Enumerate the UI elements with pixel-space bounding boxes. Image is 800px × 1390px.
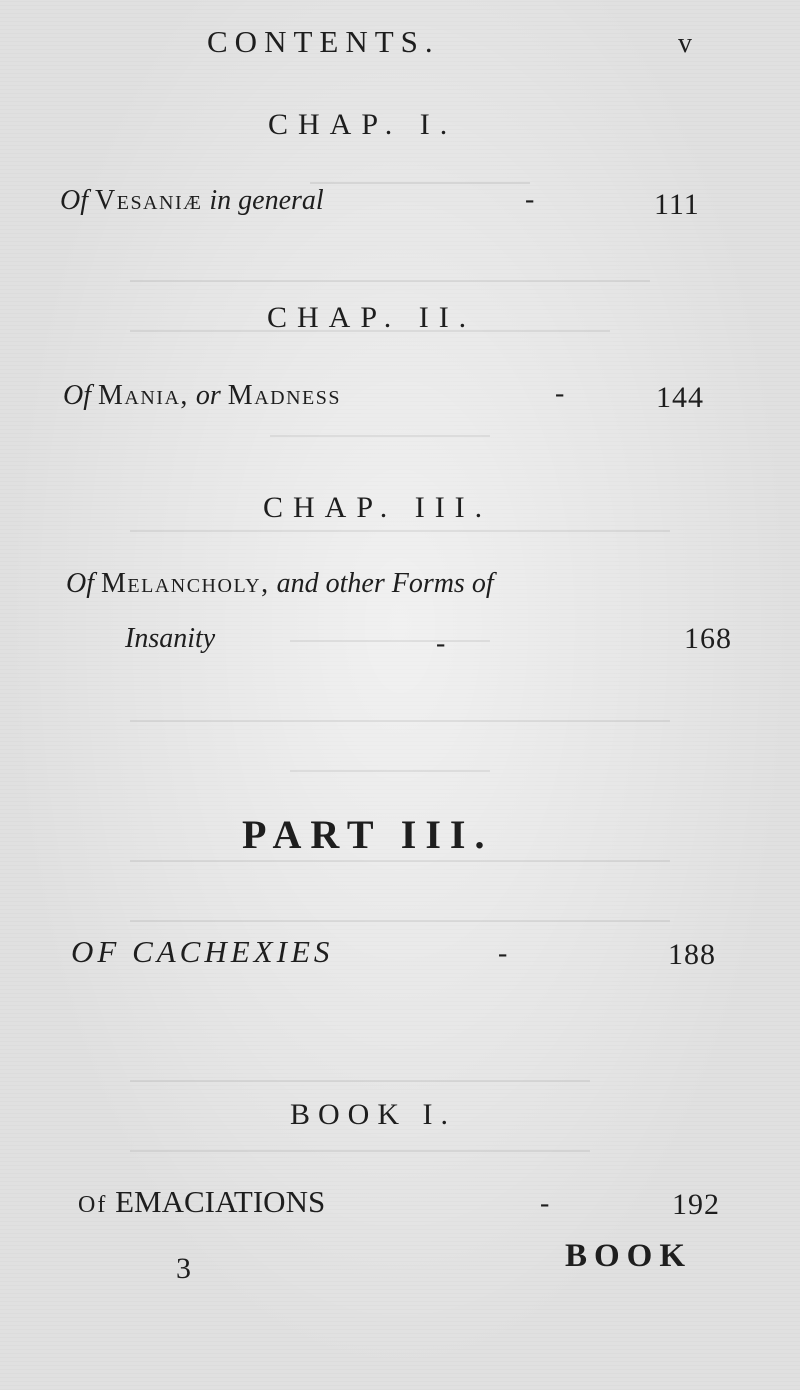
chapter-3-page-number: 168 bbox=[684, 622, 732, 655]
entry-title: Vesaniæ bbox=[95, 185, 203, 216]
chapter-1-leader-dash: - bbox=[525, 184, 535, 215]
entry-rest: and other Forms of bbox=[276, 568, 494, 599]
book-heading: BOOK I. bbox=[290, 1098, 456, 1131]
signature-mark-top: v bbox=[678, 28, 692, 59]
entry-of: Of bbox=[60, 185, 88, 216]
running-head: CONTENTS. bbox=[207, 24, 440, 59]
chapter-3-entry bbox=[66, 570, 494, 598]
book-page-number: 192 bbox=[672, 1188, 720, 1221]
catchword: BOOK bbox=[565, 1238, 693, 1274]
entry-title: Mania, bbox=[98, 380, 189, 411]
entry-title: Melancholy, bbox=[101, 568, 270, 599]
part-leader-dash: - bbox=[498, 938, 508, 969]
part-page-number: 188 bbox=[668, 938, 716, 971]
chapter-2-heading: CHAP. II. bbox=[267, 301, 477, 334]
entry-of: Of bbox=[66, 568, 94, 599]
book-leader-dash: - bbox=[540, 1188, 550, 1219]
entry-rest: in general bbox=[209, 185, 324, 216]
chapter-3-heading: CHAP. III. bbox=[263, 491, 493, 524]
book-entry bbox=[78, 1186, 325, 1217]
part-heading: PART III. bbox=[242, 812, 494, 857]
entry-line-2: Insanity bbox=[125, 623, 216, 654]
chapter-1-entry bbox=[60, 187, 324, 215]
part-entry: OF CACHEXIES bbox=[71, 934, 334, 969]
entry-or: or bbox=[195, 380, 221, 411]
chapter-3-entry-continuation bbox=[125, 625, 215, 653]
chapter-2-entry bbox=[63, 382, 341, 410]
chapter-3-leader-dash: - bbox=[436, 628, 446, 659]
chapter-1-heading: CHAP. I. bbox=[268, 108, 458, 141]
chapter-1-page-number: 111 bbox=[654, 188, 700, 221]
entry-title-2: Madness bbox=[227, 380, 341, 411]
entry-of: Of bbox=[78, 1192, 108, 1218]
entry-of: Of bbox=[63, 380, 91, 411]
entry-title: EMACIATIONS bbox=[115, 1184, 326, 1219]
chapter-2-page-number: 144 bbox=[656, 381, 704, 414]
signature-mark-bottom: 3 bbox=[176, 1252, 191, 1285]
chapter-2-leader-dash: - bbox=[555, 378, 565, 409]
